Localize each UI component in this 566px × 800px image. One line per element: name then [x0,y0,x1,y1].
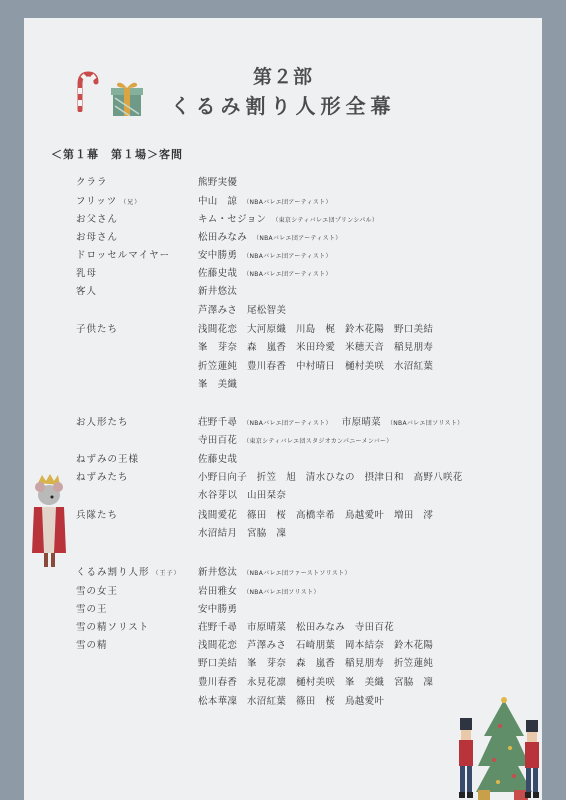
performer-names: 折笠蓮純 豊川春香 中村晴日 樋村美咲 水沼紅葉 [198,361,434,372]
performer-names: 水沼結月 宮脇 凜 [198,528,287,539]
cast-row [24,321,542,339]
performer-names: 岩田雅女 （NBAバレエ団ソリスト） [198,586,320,597]
role-name: お母さん [76,232,119,243]
role-name: 雪の精 [76,640,108,651]
cast-row [24,302,542,320]
cast-row [24,247,542,265]
company-affiliation: （NBAバレエ団アーティスト） [253,235,342,242]
performer-names: 荘野千尋 （NBAバレエ団アーティスト） 市原晴菜 （NBAバレエ団ソリスト） [198,417,464,428]
company-affiliation: （東京シティバレエ団プリンシパル） [272,217,379,224]
company-affiliation: （NBAバレエ団ファーストソリスト） [243,570,351,577]
cast-row [24,358,542,376]
performer-names: 浅間愛花 篠田 桜 高橋幸希 鳥越愛叶 増田 澪 [198,510,434,521]
role-name: 雪の王 [76,604,108,615]
cast-row [24,693,542,711]
role-subtitle: （王子） [152,570,181,577]
company-affiliation: （NBAバレエ団アーティスト） [243,420,332,427]
performer-names: 野口美結 峯 芽奈 森 嵐香 稲見朋寿 折笠蓮純 [198,658,434,669]
performer-names: 浅間花恋 芦澤みさ 石崎朋葉 岡本結奈 鈴木花陽 [198,640,434,651]
program-title: くるみ割り人形全幕 [170,94,396,118]
cast-row [24,619,542,637]
cast-row [24,283,542,301]
performer-names: 豊川春香 永見花凛 樋村美咲 峯 美織 宮脇 凜 [198,677,434,688]
role-name: ねずみの王様 [76,454,140,465]
performer-names: 松本華凜 水沼紅葉 篠田 桜 鳥越愛叶 [198,696,385,707]
performer-name: 市原晴菜 [341,417,381,428]
part-title: 第２部 [252,66,313,88]
cast-row [24,507,542,525]
cast-row [24,339,542,357]
role-name: 乳母 [76,268,98,279]
performer-names: 荘野千尋 市原晴菜 松田みなみ 寺田百花 [198,622,395,633]
cast-row [24,525,542,543]
cast-row [24,229,542,247]
performer-names: 安中勝勇 [198,604,238,615]
cast-row [24,211,542,229]
cast-row [24,376,542,394]
company-affiliation: （東京シティバレエ団スタジオカンパニーメンバー） [243,438,393,445]
performer-names: 新井悠汰 [198,286,238,297]
program-page [24,18,542,800]
role-name: 子供たち [76,324,119,335]
role-name: 兵隊たち [76,510,119,521]
cast-row [24,564,542,582]
cast-row [24,583,542,601]
company-affiliation: （NBAバレエ団アーティスト） [243,199,332,206]
cast-row [24,265,542,283]
role-name: くるみ割り人形 （王子） [76,567,181,578]
performer-names: 峯 芽奈 森 嵐香 米田玲愛 米穂天音 稲見朋寿 [198,342,434,353]
nutcracker-icon [522,720,542,800]
role-name: 雪の女王 [76,586,119,597]
performer-names: 峯 美織 [198,379,238,390]
company-affiliation: （NBAバレエ団ソリスト） [386,420,464,427]
nutcracker-icon [456,718,476,800]
role-name: お父さん [76,214,119,225]
role-name: ねずみたち [76,472,129,483]
cast-row [24,451,542,469]
cast-row [24,432,542,450]
role-name: 雪の精ソリスト [76,622,150,633]
performer-names: 佐藤史哉 [198,454,238,465]
performer-names: キム・セジョン （東京シティバレエ団プリンシパル） [198,214,379,225]
performer-names: 新井悠汰 （NBAバレエ団ファーストソリスト） [198,567,351,578]
cast-row [24,655,542,673]
performer-names: 水谷芽以 山田栞奈 [198,490,287,501]
cast-row [24,174,542,192]
performer-names: 中山 諒 （NBAバレエ団アーティスト） [198,196,332,207]
cast-row [24,601,542,619]
performer-names: 佐藤史哉 （NBAバレエ団アーティスト） [198,268,332,279]
role-name: お人形たち [76,417,129,428]
company-affiliation: （NBAバレエ団アーティスト） [243,271,332,278]
company-affiliation: （NBAバレエ団ソリスト） [243,589,320,596]
performer-names: 熊野実優 [198,177,238,188]
cast-row [24,674,542,692]
performer-names: 松田みなみ （NBAバレエ団アーティスト） [198,232,342,243]
performer-names: 芦澤みさ 尾松智美 [198,305,287,316]
cast-row [24,193,542,211]
cast-row [24,487,542,505]
role-name: クララ [76,177,108,188]
scene-heading: ＜第１幕 第１場＞客間 [51,148,183,161]
role-subtitle: （兄） [120,199,142,206]
performer-names: 寺田百花 （東京シティバレエ団スタジオカンパニーメンバー） [198,435,393,446]
role-name: 客人 [76,286,98,297]
mouse-king-icon [24,473,68,573]
performer-names: 浅間花恋 大河原織 川島 梶 鈴木花陽 野口美結 [198,324,434,335]
role-name: ドロッセルマイヤー [76,250,171,261]
cast-row [24,414,542,432]
company-affiliation: （NBAバレエ団アーティスト） [243,253,332,260]
performer-names: 小野日向子 折笠 旭 清水ひなの 摂津日和 高野八咲花 [198,472,463,483]
role-name: フリッツ （兄） [76,196,142,207]
cast-row [24,469,542,487]
cast-row [24,637,542,655]
performer-names: 安中勝勇 （NBAバレエ団アーティスト） [198,250,332,261]
